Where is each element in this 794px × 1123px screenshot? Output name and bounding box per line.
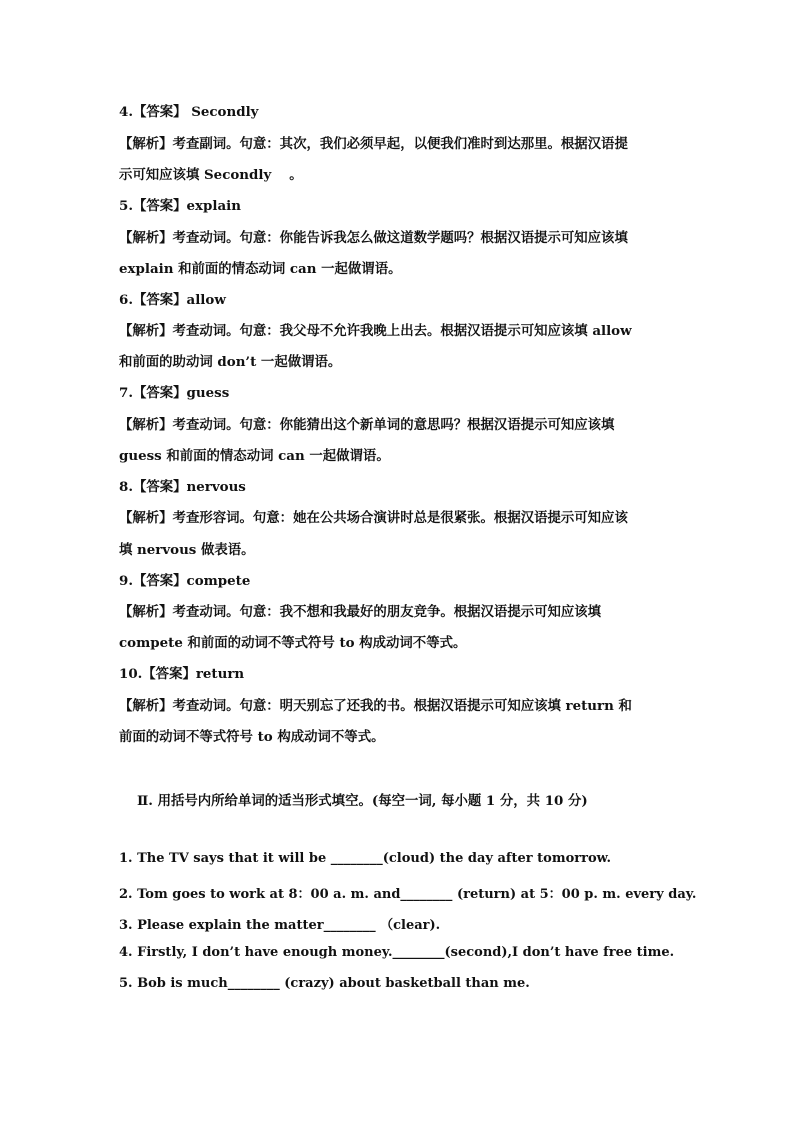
question-2: 2. Tom goes to work at 8：00 a. m. and________ (return) at 5：00 p. m. every day. xyxy=(119,887,697,902)
answer-head-6: 6.【答案】allow xyxy=(119,292,226,308)
analysis-6-line-2: 和前面的助动词 don’t 一起做谓语。 xyxy=(119,354,342,370)
analysis-8-line-2: 填 nervous 做表语。 xyxy=(119,542,255,558)
analysis-9-line-2: compete 和前面的动词不等式符号 to 构成动词不等式。 xyxy=(119,635,467,651)
analysis-7-line-1: 【解析】考查动词。句意：你能猜出这个新单词的意思吗？根据汉语提示可知应该填 xyxy=(119,417,615,433)
answer-head-8: 8.【答案】nervous xyxy=(119,479,246,495)
answer-head-7: 7.【答案】guess xyxy=(119,385,230,401)
answer-head-4: 4.【答案】 Secondly xyxy=(119,104,259,120)
analysis-4-line-2: 示可知应该填 Secondly 。 xyxy=(119,167,303,183)
answer-head-9: 9.【答案】compete xyxy=(119,573,251,589)
analysis-8-line-1: 【解析】考查形容词。句意：她在公共场合演讲时总是很紧张。根据汉语提示可知应该 xyxy=(119,510,628,526)
analysis-10-line-2: 前面的动词不等式符号 to 构成动词不等式。 xyxy=(119,729,385,745)
analysis-4-line-1: 【解析】考查副词。句意：其次，我们必须早起，以便我们准时到达那里。根据汉语提 xyxy=(119,136,628,152)
analysis-5-line-1: 【解析】考查动词。句意：你能告诉我怎么做这道数学题吗？根据汉语提示可知应该填 xyxy=(119,230,628,246)
analysis-5-line-2: explain 和前面的情态动词 can 一起做谓语。 xyxy=(119,261,402,277)
question-4: 4. Firstly, I don’t have enough money.________(second),I don’t have free time. xyxy=(119,945,675,960)
answer-head-5: 5.【答案】explain xyxy=(119,198,241,214)
analysis-9-line-1: 【解析】考查动词。句意：我不想和我最好的朋友竞争。根据汉语提示可知应该填 xyxy=(119,604,602,620)
question-3: 3. Please explain the matter________ （clear). xyxy=(119,918,441,933)
question-1: 1. The TV says that it will be ________(cloud) the day after tomorrow. xyxy=(119,851,612,866)
question-5: 5. Bob is much________ (crazy) about basketball than me. xyxy=(119,976,530,991)
answer-head-10: 10.【答案】return xyxy=(119,666,245,682)
analysis-7-line-2: guess 和前面的情态动词 can 一起做谓语。 xyxy=(119,448,390,464)
analysis-6-line-1: 【解析】考查动词。句意：我父母不允许我晚上出去。根据汉语提示可知应该填 allow xyxy=(119,323,632,339)
section-title: Ⅱ. 用括号内所给单词的适当形式填空。(每空一词, 每小题 1 分，共 10 分) xyxy=(137,793,588,809)
analysis-10-line-1: 【解析】考查动词。句意：明天别忘了还我的书。根据汉语提示可知应该填 return 和 xyxy=(119,698,632,714)
